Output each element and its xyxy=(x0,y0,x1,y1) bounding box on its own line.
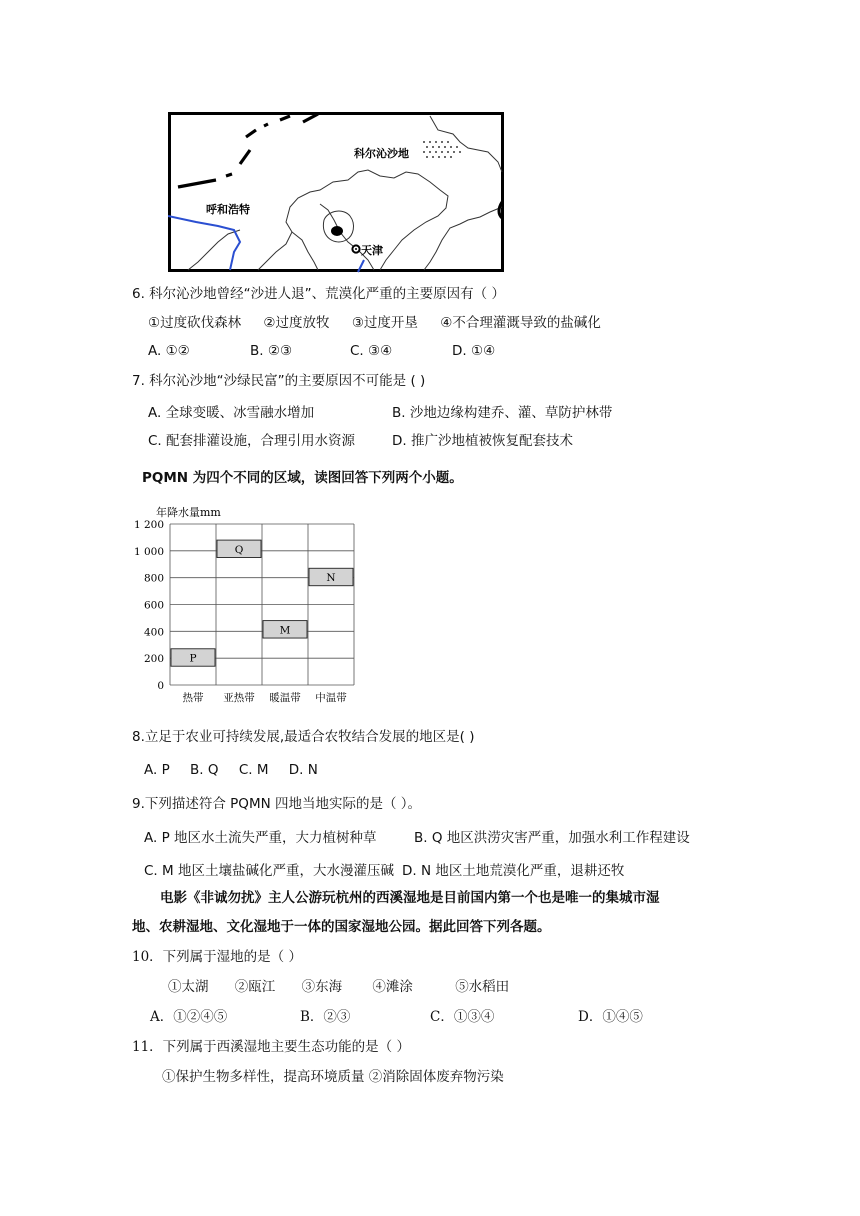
q9-stem: 9.下列描述符合 PQMN 四地当地实际的是（ ）。 xyxy=(132,796,422,812)
q6-item: ④不合理灌溉导致的盐碱化 xyxy=(440,315,601,331)
q11-stem: 11．下列属于西溪湿地主要生态功能的是（ ） xyxy=(132,1039,410,1055)
chart-x-categories xyxy=(183,691,348,704)
q10-item: ③东海 xyxy=(301,979,343,995)
q10-option-b[interactable]: B．②③ xyxy=(300,1009,351,1025)
chart-bar-label: M xyxy=(279,624,291,637)
chart-x-category-label: 热带 xyxy=(182,692,204,704)
q6-option-c[interactable]: C. ③④ xyxy=(350,343,393,359)
q6-option-d[interactable]: D. ①④ xyxy=(452,343,496,359)
q7-option-c[interactable]: C. 配套排灌设施，合理引用水资源 xyxy=(148,433,356,449)
q9-option-d[interactable]: D. N 地区土地荒漠化严重，退耕还牧 xyxy=(402,863,625,879)
q6-option-a[interactable]: A. ①② xyxy=(148,343,190,359)
q6-item: ③过度开垦 xyxy=(351,315,418,331)
chart-y-tick-label: 1 200 xyxy=(133,519,164,531)
chart-y-ticks xyxy=(134,519,164,692)
chart-y-tick-label: 800 xyxy=(143,572,164,585)
xixi-intro-line1: 电影《非诚勿扰》主人公游玩杭州的西溪湿地是目前国内第一个也是唯一的集城市湿 xyxy=(160,890,660,906)
q8-option-a[interactable]: A. P xyxy=(144,762,170,778)
chart-y-tick-label: 200 xyxy=(143,653,164,666)
q6-item: ①过度砍伐森林 xyxy=(148,315,242,331)
chart-x-category-label: 亚热带 xyxy=(223,692,255,704)
map-label-tianjin: 天津 xyxy=(361,244,383,257)
q10-item: ⑤水稻田 xyxy=(455,979,510,995)
q10-item: ①太湖 xyxy=(168,979,209,995)
chart-y-tick-label: 0 xyxy=(157,680,164,692)
q10-items xyxy=(168,978,509,996)
q8-stem: 8.立足于农业可持续发展,最适合农牧结合发展的地区是( ) xyxy=(132,729,475,745)
q6-item: ②过度放牧 xyxy=(263,315,330,331)
chart-ylabel: 年降水量mm xyxy=(156,506,221,519)
map-label-horqin: 科尔沁沙地 xyxy=(354,147,409,160)
q10-item: ④滩涂 xyxy=(372,979,413,995)
q8-options xyxy=(144,761,318,779)
chart-y-tick-label: 400 xyxy=(143,626,164,639)
xixi-intro-line2: 地、农耕湿地、文化湿地于一体的国家湿地公园。据此回答下列各题。 xyxy=(132,919,551,935)
q10-option-c[interactable]: C．①③④ xyxy=(430,1009,495,1025)
q11-items: ①保护生物多样性，提高环境质量 ②消除固体废弃物污染 xyxy=(162,1069,504,1085)
q8-option-b[interactable]: B. Q xyxy=(190,762,219,778)
chart-y-tick-label: 1 000 xyxy=(133,545,164,558)
q6-items xyxy=(148,314,601,332)
chart-x-category-label: 暖温带 xyxy=(269,692,301,704)
chart-y-tick-label: 600 xyxy=(143,599,164,612)
chart-bar-label: P xyxy=(189,652,197,665)
q9-option-c[interactable]: C. M 地区土壤盐碱化严重，大水漫灌压碱 xyxy=(144,863,394,879)
q6-option-b[interactable]: B. ②③ xyxy=(250,343,293,359)
q6-stem: 6. 科尔沁沙地曾经“沙进人退”、荒漠化严重的主要原因有（ ） xyxy=(132,286,505,302)
q10-option-a[interactable]: A．①②④⑤ xyxy=(150,1009,228,1025)
q8-option-c[interactable]: C. M xyxy=(238,762,269,778)
q9-option-a[interactable]: A. P 地区水土流失严重，大力植树种草 xyxy=(144,830,377,846)
map-label-hohhot: 呼和浩特 xyxy=(206,203,250,216)
pqmn-intro: PQMN 为四个不同的区域，读图回答下列两个小题。 xyxy=(142,470,463,486)
q9-option-b[interactable]: B. Q 地区洪涝灾害严重，加强水利工作程建设 xyxy=(414,830,690,846)
q10-item: ②瓯江 xyxy=(234,979,276,995)
q10-option-d[interactable]: D．①④⑤ xyxy=(578,1009,643,1025)
q8-option-d[interactable]: D. N xyxy=(288,762,318,778)
chart-bar-label: Q xyxy=(234,543,244,556)
q7-stem: 7. 科尔沁沙地“沙绿民富”的主要原因不可能是 ( ) xyxy=(132,373,426,389)
precipitation-chart xyxy=(128,502,368,710)
map-frame xyxy=(170,114,503,271)
q7-option-b[interactable]: B. 沙地边缘构建乔、灌、草防护林带 xyxy=(392,405,613,421)
q7-option-d[interactable]: D. 推广沙地植被恢复配套技术 xyxy=(392,433,573,449)
q10-stem: 10．下列属于湿地的是（ ） xyxy=(132,949,302,965)
chart-bar-label: N xyxy=(326,571,336,584)
beijing-marker xyxy=(331,226,343,236)
q7-option-a[interactable]: A. 全球变暖、冰雪融水增加 xyxy=(148,405,315,421)
horqin-region-map xyxy=(168,112,506,274)
chart-x-category-label: 中温带 xyxy=(315,692,347,704)
